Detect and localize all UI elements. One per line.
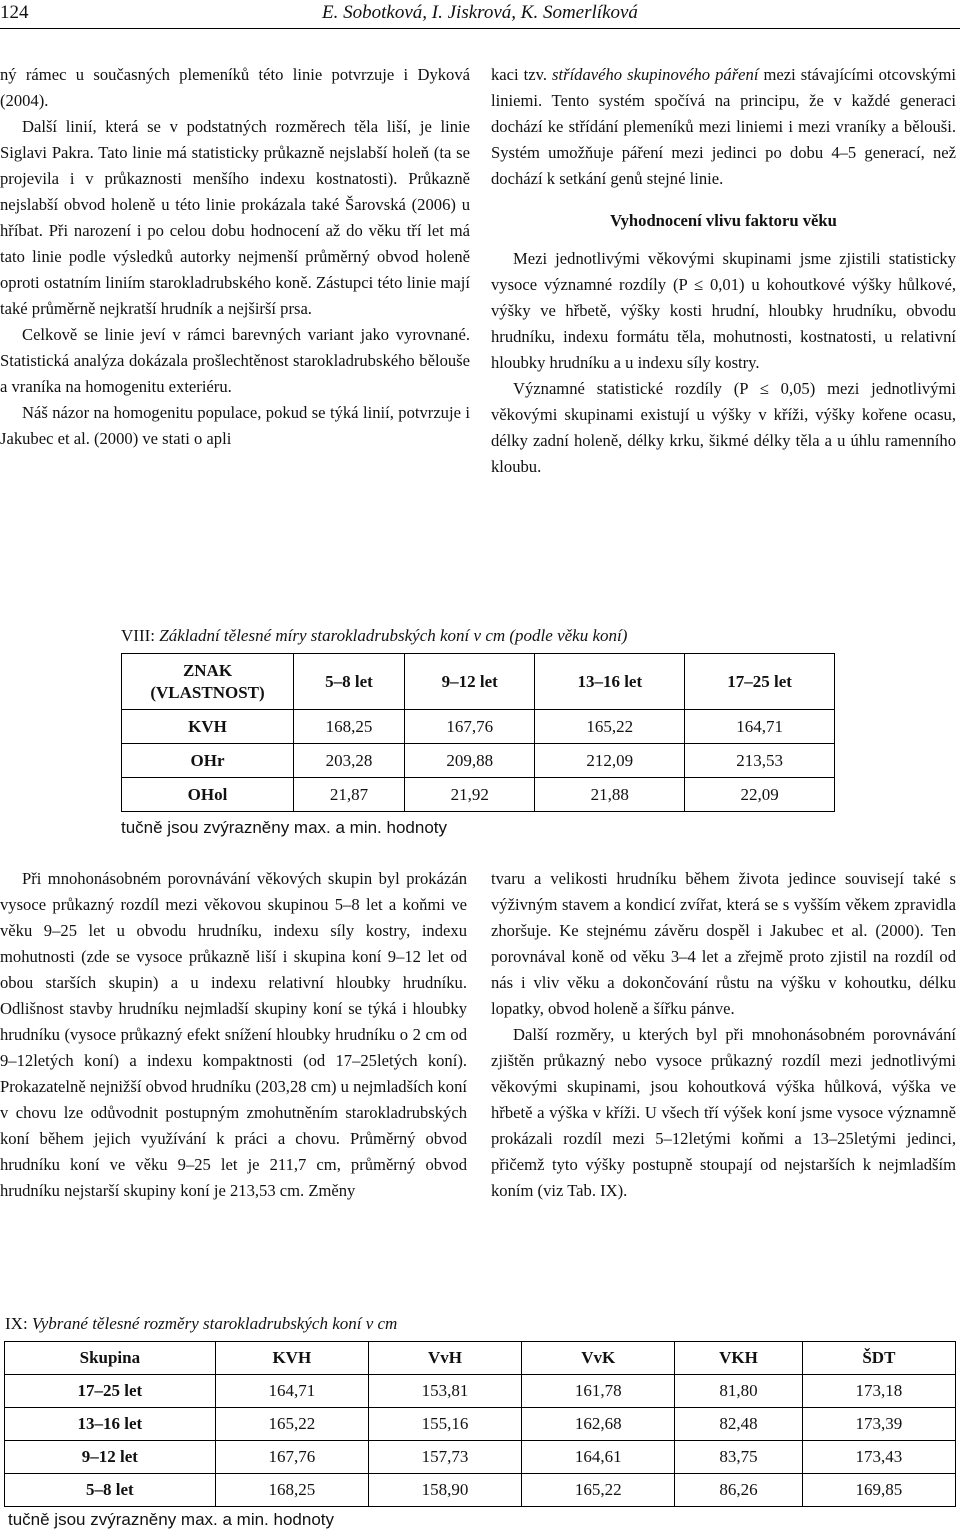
table-cell: 173,39 — [802, 1408, 955, 1441]
table-cell: 164,61 — [522, 1441, 675, 1474]
table-cell: 164,71 — [215, 1375, 368, 1408]
header-cell: ŠDT — [802, 1342, 955, 1375]
table-cell: 162,68 — [522, 1408, 675, 1441]
table-row — [122, 710, 835, 744]
table-cell: 22,09 — [685, 778, 835, 812]
paragraph: Mezi jednotlivými věkovými skupinami jsme zjistili statisticky vysoce významné rozdíly (P ≤ 0,01) u kohoutkové výšky hůlkové, výšky ve hřbetě, výšky kosti hrudní, hloubky hrudníku, obvodu hrudníku, indexu formátu těla, mohutnosti, kostnatosti, u relativní hloubky hrudníku a u indexu síly kostry. — [491, 249, 956, 372]
table-cell: 165,22 — [535, 710, 685, 744]
table-cell: 158,90 — [368, 1474, 521, 1507]
table-cell: 82,48 — [675, 1408, 802, 1441]
header-cell: ZNAK (VLASTNOST) — [122, 654, 294, 710]
row-label: 5–8 let — [5, 1474, 216, 1507]
column-bottom-right — [491, 866, 956, 1204]
table-cell: 157,73 — [368, 1441, 521, 1474]
paragraph: Náš názor na homogenitu populace, pokud se týká linií, potvrzuje i Jakubec et al. (2000) ve stati o apli — [0, 403, 470, 448]
table-cell: 212,09 — [535, 744, 685, 778]
table-cell: 81,80 — [675, 1375, 802, 1408]
italic-term: střídavého skupinového páření — [552, 65, 759, 84]
table-cell: 209,88 — [405, 744, 535, 778]
row-label: 13–16 let — [5, 1408, 216, 1441]
table-note: tučně jsou zvýrazněny max. a min. hodnoty — [121, 818, 447, 837]
table-cell: 173,18 — [802, 1375, 955, 1408]
table-cell: 161,78 — [522, 1375, 675, 1408]
paragraph: kaci tzv. střídavého skupinového páření mezi stávajícími otcovskými liniemi. Tento systém spočívá na principu, že v každé generaci dochází ke střídání plemeníků mezi liniemi i mezi vraníky a bělouši. Systém umožňuje páření mezi jedinci po dobu 4–5 generací, než dochází k setkání genů stejné linie. — [491, 65, 957, 188]
table-row — [122, 744, 835, 778]
header-cell: 17–25 let — [685, 654, 835, 710]
paragraph: Další linií, která se v podstatných rozměrech těla liší, je linie Siglavi Pakra. Tato linie má statisticky průkazně nejslabší holeň (ta se projevila i v průkaznosti menšího indexu kostnatosti). Průkazně nejslabší obvod holeně u této linie prokázala také Šarovská (2006) u hříbat. Při narození i po celou dobu hodnocení až do věku tří let má tato linie podle výsledků autorky nejmenší průměrný obvod holeně oproti ostatním liniím starokladrubského koně. Zástupci této linie mají také průměrně nejkratší hrudník a nejširší prsa. — [0, 117, 470, 318]
table-cell: 21,87 — [294, 778, 405, 812]
table-cell: 213,53 — [685, 744, 835, 778]
paragraph: ný rámec u současných plemeníků této linie potvrzuje i Dyková (2004). — [0, 65, 470, 110]
table-note: tučně jsou zvýrazněny max. a min. hodnoty — [8, 1510, 334, 1529]
section-heading: Vyhodnocení vlivu faktoru věku — [610, 211, 837, 230]
table-cell: 155,16 — [368, 1408, 521, 1441]
table-caption: VIII: Základní tělesné míry starokladrubských koní v cm (podle věku koní) — [121, 626, 628, 645]
table-cell: 21,92 — [405, 778, 535, 812]
column-top-right — [491, 62, 956, 480]
table-cell: 167,76 — [215, 1441, 368, 1474]
row-label: 17–25 let — [5, 1375, 216, 1408]
table-header-row — [5, 1342, 956, 1375]
header-cell: VvH — [368, 1342, 521, 1375]
header-cell: VvK — [522, 1342, 675, 1375]
row-label: 9–12 let — [5, 1441, 216, 1474]
table-row — [5, 1474, 956, 1507]
running-head: E. Sobotková, I. Jiskrová, K. Somerlíková — [322, 2, 638, 23]
column-top-left — [0, 62, 470, 452]
paragraph: Při mnohonásobném porovnávání věkových skupin byl prokázán vysoce průkazný rozdíl mezi věkovou skupinou 5–8 let a koňmi ve věku 9–25 let u obvodu hrudníku, indexu síly kostry, indexu mohutnosti (zde se vysoce průkazně liší i skupina koní 9–12 let od obou starších skupin) a u indexu relativní hloubky hrudníku. Odlišnost stavby hrudníku nejmladší skupiny koní se týká i hloubky hrudníku (vysoce průkazný efekt snížení hloubky hrudníku o 2 cm od 9–12letých koní) a indexu kompaktnosti (od 17–25letých koní). Prokazatelně nejnižší obvod hrudníku (203,28 cm) u nejmladších koní v chovu lze odůvodnit postupným zmohutněním starokladrubských koní během jejich využívání k práci a chovu. Průměrný obvod hrudníku koní ve věku 9–25 let je 211,7 cm, průměrný obvod hrudníku nejstarší skupiny koní je 213,53 cm. Změny — [0, 869, 467, 1200]
paragraph: tvaru a velikosti hrudníku během života jedince souvisejí také s výživným stavem a kondicí zvířat, která se s vyšším věkem zpravidla zhoršuje. Ke stejnému závěru dospěl i Jakubec et al. (2000). Ten porovnával koně od věku 3–4 let a zřejmě proto zjistil na rozdíl od nás i vliv věku a dokončování růstu na výšku v kohoutku, délku lopatky, obvod holeně a šířku pánve. — [491, 869, 956, 1018]
paragraph: Významné statistické rozdíly (P ≤ 0,05) mezi jednotlivými věkovými skupinami existují u výšky v kříži, výšky kořene ocasu, délky zadní holeně, délky krku, šikmé délky těla a u úhlu ramenního kloubu. — [491, 379, 956, 476]
paragraph: Celkově se linie jeví v rámci barevných variant jako vyrovnané. Statistická analýza dokázala prošlechtěnost starokladrubského bělouše a vraníka na homogenitu exteriéru. — [0, 325, 470, 396]
table-cell: 168,25 — [215, 1474, 368, 1507]
column-bottom-left — [0, 866, 467, 1204]
table-cell: 168,25 — [294, 710, 405, 744]
paragraph: Další rozměry, u kterých byl při mnohonásobném porovnávání zjištěn průkazný nebo vysoce průkazný rozdíl mezi jednotlivými věkovými skupinami, jsou kohoutková výška hůlková, výška ve hřbetě a výška v kříži. U všech tří výšek koní jsme vysoce významně prokázali rozdíl mezi 5–12letými koňmi a 13–25letými jedinci, přičemž tyto výšky postupně stoupají od nejstarších k nejmladším koním (viz Tab. IX). — [491, 1025, 956, 1200]
page-header — [0, 0, 960, 29]
table-cell: 83,75 — [675, 1441, 802, 1474]
table-body-measures-by-age — [121, 653, 835, 812]
table-cell: 165,22 — [522, 1474, 675, 1507]
table-cell: 86,26 — [675, 1474, 802, 1507]
table-cell: 203,28 — [294, 744, 405, 778]
table-cell: 153,81 — [368, 1375, 521, 1408]
table-cell: 164,71 — [685, 710, 835, 744]
table-row — [122, 778, 835, 812]
row-label: OHol — [122, 778, 294, 812]
table-cell: 173,43 — [802, 1441, 955, 1474]
table-cell: 167,76 — [405, 710, 535, 744]
header-cell: 5–8 let — [294, 654, 405, 710]
header-cell: KVH — [215, 1342, 368, 1375]
page-number: 124 — [0, 2, 29, 23]
table-header-row — [122, 654, 835, 710]
table-row — [5, 1375, 956, 1408]
table-row — [5, 1408, 956, 1441]
row-label: KVH — [122, 710, 294, 744]
table-caption: IX: Vybrané tělesné rozměry starokladrubských koní v cm — [5, 1314, 398, 1333]
header-cell: 13–16 let — [535, 654, 685, 710]
header-cell: Skupina — [5, 1342, 216, 1375]
table-cell: 169,85 — [802, 1474, 955, 1507]
table-cell: 165,22 — [215, 1408, 368, 1441]
table-cell: 21,88 — [535, 778, 685, 812]
header-cell: VKH — [675, 1342, 802, 1375]
row-label: OHr — [122, 744, 294, 778]
table-row — [5, 1441, 956, 1474]
header-cell: 9–12 let — [405, 654, 535, 710]
table-selected-measures — [4, 1341, 956, 1507]
